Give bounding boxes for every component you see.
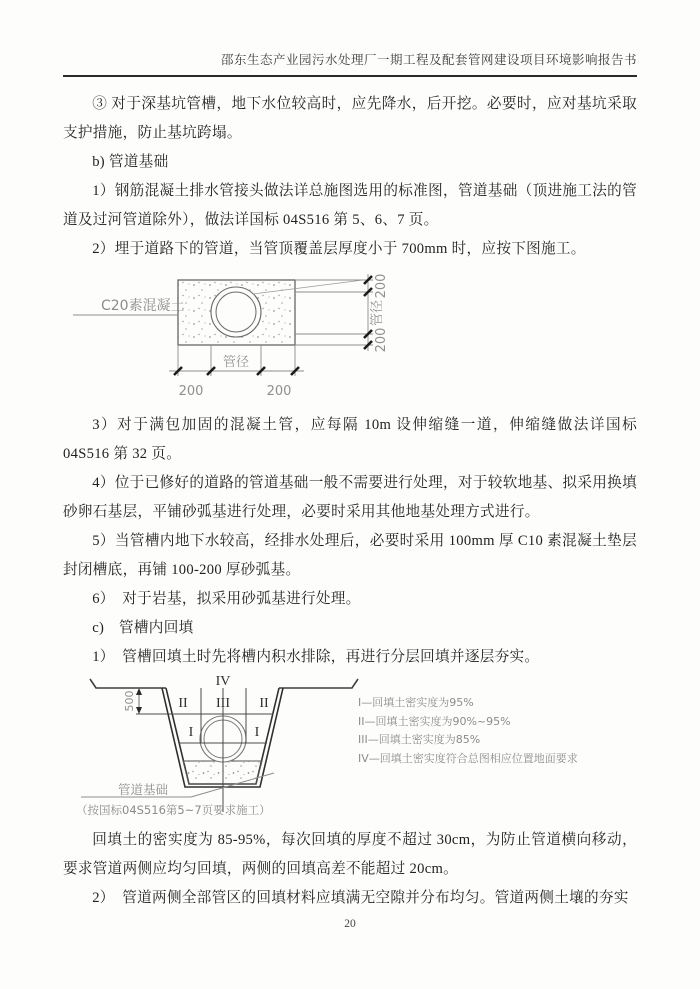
- figure-trench-backfill: [63, 674, 637, 826]
- zone-row1-right-label: II: [259, 696, 269, 711]
- zone-row2-right-label: I: [254, 725, 260, 740]
- zone-row1-left-label: II: [178, 696, 188, 711]
- pipe-inner-wall: [216, 292, 256, 332]
- heading-trench-backfill: c) 管槽内回填: [92, 620, 194, 636]
- heading-pipe-foundation: b) 管道基础: [92, 154, 169, 170]
- paragraph-backfill-density: 回填土的密实度为 85-95%，每次回填的厚度不超过 30cm，为防止管道横向移动，要求管道两侧应均匀回填，两侧的回填高差不能超过 20cm。: [63, 832, 637, 877]
- pipe-encasement-drawing: [63, 268, 637, 411]
- item-b4: 4）位于已修好的道路的管道基础一般不需要进行处理，对于较软地基、拟采用换填砂卵石基层，平铺砂弧基进行处理，必要时采用其他地基处理方式进行。: [63, 475, 637, 520]
- trench-backfill-drawing: [63, 674, 637, 826]
- ground-line-right: [279, 679, 358, 688]
- item-b2: 2）埋于道路下的管道，当管顶覆盖层厚度小于 700mm 时，应按下图施工。: [92, 241, 586, 257]
- page-number: 20: [344, 918, 356, 930]
- right-dim-top-200: 200: [374, 273, 389, 299]
- backfill-legend: [358, 695, 578, 765]
- page-header: [63, 0, 637, 77]
- report-title: 邵东生态产业园污水处理厂一期工程及配套管网建设项目环境影响报告书: [220, 53, 637, 67]
- legend-line-4: IV—回填土密实度符合总图相应位置地面要求: [358, 752, 578, 765]
- item-b1: 1）钢筋混凝土排水管接头做法详总施图选用的标准图，管道基础（顶进施工法的管道及过河管道除外），做法详国标 04S516 第 5、6、7 页。: [63, 183, 637, 228]
- zone-row1-center-label: III: [216, 696, 230, 711]
- header-rule: [63, 75, 637, 77]
- item-c1: 1） 管槽回填土时先将槽内积水排除，再进行分层回填并逐层夯实。: [92, 649, 540, 665]
- paragraph-deep-trench: ③ 对于深基坑管槽，地下水位较高时，应先降水，后开挖。必要时，应对基坑采取支护措施，防止基坑跨塌。: [63, 96, 637, 141]
- item-b3: 3）对于满包加固的混凝土管，应每隔 10m 设伸缩缝一道，伸缩缝做法详国标 04S516 第 32 页。: [63, 417, 637, 462]
- figure-caption: （按国标04S516第5~7页要求施工）: [76, 803, 271, 817]
- ground-line-left: [90, 679, 166, 688]
- legend-line-1: I—回填土密实度为95%: [358, 696, 474, 709]
- concrete-label: C20素混凝土: [101, 298, 185, 314]
- legend-line-2: II—回填土密实度为90%~95%: [358, 715, 511, 728]
- document-body: [63, 90, 637, 913]
- bottom-dim-right-200: 200: [266, 384, 292, 399]
- dim-500-label: 500: [123, 690, 136, 712]
- zone-top-label: IV: [215, 674, 231, 689]
- item-b5: 5）当管槽内地下水较高，经排水处理后，必要时采用 100mm 厚 C10 素混凝土垫层封闭槽底，再铺 100-200 厚砂弧基。: [63, 533, 637, 578]
- figure-pipe-encasement: [63, 268, 637, 411]
- item-b6: 6） 对于岩基，拟采用砂弧基进行处理。: [92, 591, 361, 607]
- foundation-label: 管道基础: [118, 782, 169, 797]
- item-c2: 2） 管道两侧全部管区的回填材料应填满无空隙并分布均匀。管道两侧土壤的夯实: [92, 890, 629, 906]
- right-dim-bottom-200: 200: [374, 327, 389, 353]
- right-dim-diameter: 管径: [370, 299, 385, 327]
- legend-line-3: III—回填土密实度为85%: [358, 733, 481, 746]
- bottom-dim-diameter: 管径: [222, 355, 250, 370]
- zone-row2-left-label: I: [188, 725, 194, 740]
- bottom-dim-left-200: 200: [178, 384, 204, 399]
